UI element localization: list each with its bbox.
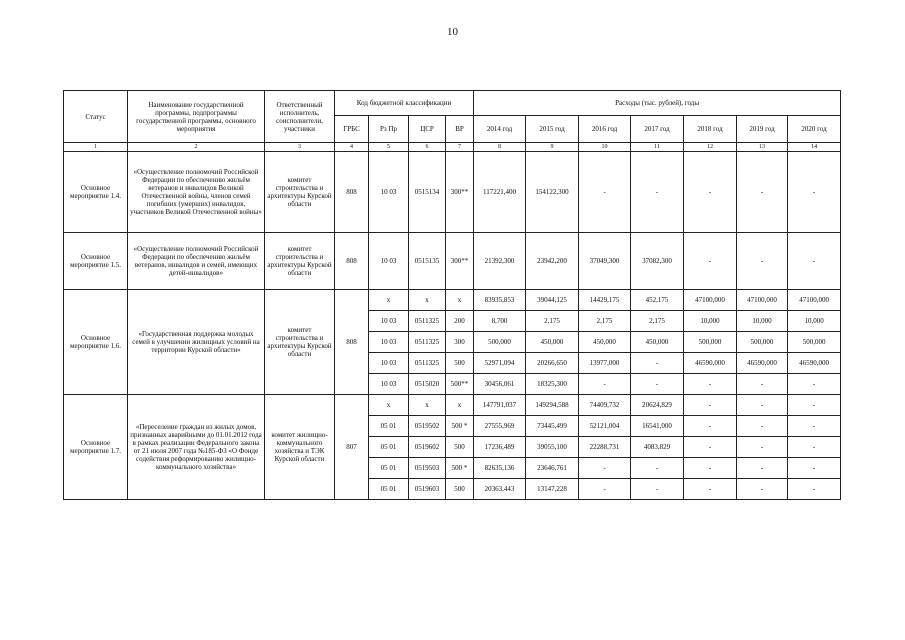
row-expense-value: 8,700: [474, 311, 526, 332]
row-rzpr: 10 03: [369, 233, 409, 290]
row-expense-value: 20266,650: [526, 353, 579, 374]
row-expense-value: -: [737, 416, 788, 437]
row-expense-value: 10,000: [684, 311, 737, 332]
row-expense-value: 74409,732: [579, 395, 631, 416]
col-number: 10: [579, 143, 631, 152]
col-number: 8: [474, 143, 526, 152]
col-number: 11: [631, 143, 684, 152]
row-csr: 0515135: [409, 233, 446, 290]
header-csr: ЦСР: [409, 116, 446, 143]
row-expense-value: 2,175: [579, 311, 631, 332]
header-year: 2017 год: [631, 116, 684, 143]
row-expense-value: -: [684, 416, 737, 437]
header-grbs: ГРБС: [335, 116, 369, 143]
row-expense-value: 17236,489: [474, 437, 526, 458]
row-vr: 500 *: [446, 416, 474, 437]
row-csr: 0519502: [409, 416, 446, 437]
row-expense-value: -: [788, 479, 841, 500]
row-expense-value: 27555,969: [474, 416, 526, 437]
row-expense-value: 52121,004: [579, 416, 631, 437]
row-expense-value: -: [737, 479, 788, 500]
row-expense-value: 16541,000: [631, 416, 684, 437]
row-expense-value: 52971,094: [474, 353, 526, 374]
header-rzpr: Рз Пр: [369, 116, 409, 143]
row-csr: 0511325: [409, 332, 446, 353]
header-name: Наименование государственной программы, подпрограммы государственной программы, основного мероприятия: [128, 91, 265, 143]
row-status: Основное мероприятие 1.5.: [64, 233, 128, 290]
header-year: 2016 год: [579, 116, 631, 143]
col-number: 1: [64, 143, 128, 152]
row-expense-value: 10,000: [788, 311, 841, 332]
row-expense-value: -: [579, 458, 631, 479]
row-expense-value: 23942,200: [526, 233, 579, 290]
row-status: Основное мероприятие 1.6.: [64, 290, 128, 395]
row-csr: 0511325: [409, 353, 446, 374]
row-csr: 0515134: [409, 152, 446, 233]
row-expense-value: -: [788, 374, 841, 395]
row-expense-value: -: [631, 458, 684, 479]
row-rzpr: 10 03: [369, 311, 409, 332]
row-expense-value: -: [684, 152, 737, 233]
row-rzpr: 05 01: [369, 458, 409, 479]
row-expense-value: 47100,000: [788, 290, 841, 311]
header-year: 2020 год: [788, 116, 841, 143]
header-status: Статус: [64, 91, 128, 143]
row-expense-value: 39044,125: [526, 290, 579, 311]
row-expense-value: 46590,000: [788, 353, 841, 374]
row-expense-value: 14429,175: [579, 290, 631, 311]
row-vr: 500 *: [446, 458, 474, 479]
row-rzpr: 10 03: [369, 332, 409, 353]
row-vr: 300**: [446, 233, 474, 290]
row-expense-value: 23646,761: [526, 458, 579, 479]
table-row: [64, 152, 841, 233]
row-rzpr: 10 03: [369, 374, 409, 395]
row-expense-value: -: [631, 479, 684, 500]
row-name: «Осуществление полномочий Российской Федерации по обеспечению жильём ветеранов и инвалидов Великой Отечественной войны, членов семей погибших (умерших) инвалидов, участников Великой Отечественной войны»: [128, 152, 265, 233]
row-vr: 300**: [446, 152, 474, 233]
row-csr: 0515020: [409, 374, 446, 395]
col-number: 3: [265, 143, 335, 152]
col-number: 14: [788, 143, 841, 152]
row-expense-value: -: [579, 152, 631, 233]
row-expense-value: -: [737, 437, 788, 458]
budget-table: [63, 90, 841, 500]
row-expense-value: -: [737, 374, 788, 395]
row-rzpr: 10 03: [369, 353, 409, 374]
row-expense-value: -: [788, 458, 841, 479]
col-number: 6: [409, 143, 446, 152]
row-csr: х: [409, 395, 446, 416]
row-expense-value: 452,175: [631, 290, 684, 311]
col-number: 4: [335, 143, 369, 152]
row-expense-value: 39055,100: [526, 437, 579, 458]
row-expense-value: -: [631, 152, 684, 233]
row-expense-value: 20363,443: [474, 479, 526, 500]
row-expense-value: 450,000: [631, 332, 684, 353]
row-responsible: комитет строительства и архитектуры Курской области: [265, 152, 335, 233]
row-expense-value: 450,000: [579, 332, 631, 353]
row-expense-value: 47100,000: [737, 290, 788, 311]
row-status: Основное мероприятие 1.7.: [64, 395, 128, 500]
row-grbs: 808: [335, 233, 369, 290]
row-expense-value: 82635,136: [474, 458, 526, 479]
row-expense-value: 154122,300: [526, 152, 579, 233]
row-expense-value: -: [579, 479, 631, 500]
row-expense-value: 2,175: [631, 311, 684, 332]
row-expense-value: 46590,000: [737, 353, 788, 374]
row-grbs: 808: [335, 152, 369, 233]
col-number: 13: [737, 143, 788, 152]
row-expense-value: 500,000: [474, 332, 526, 353]
row-csr: х: [409, 290, 446, 311]
row-vr: х: [446, 395, 474, 416]
header-year: 2019 год: [737, 116, 788, 143]
row-expense-value: 21392,300: [474, 233, 526, 290]
row-expense-value: 149294,588: [526, 395, 579, 416]
page-number: 10: [447, 26, 458, 38]
row-expense-value: -: [788, 152, 841, 233]
col-number: 2: [128, 143, 265, 152]
table-row: [64, 395, 841, 416]
row-expense-value: -: [737, 395, 788, 416]
header-year: 2018 год: [684, 116, 737, 143]
row-expense-value: -: [788, 233, 841, 290]
row-csr: 0519503: [409, 458, 446, 479]
col-number: 5: [369, 143, 409, 152]
row-expense-value: 13147,228: [526, 479, 579, 500]
row-expense-value: 10,000: [737, 311, 788, 332]
header-budget-code: Код бюджетной классификации: [335, 91, 474, 116]
row-expense-value: -: [737, 458, 788, 479]
row-expense-value: 47100,000: [684, 290, 737, 311]
row-name: «Переселение граждан из жилых домов, признанных аварийными до 01.01.2012 года в рамках реализации Федерального закона от 21 июля 2007 года №185-ФЗ «О Фонде содействия реформированию жилищно-коммунального хозяйства»: [128, 395, 265, 500]
row-rzpr: 05 01: [369, 479, 409, 500]
row-vr: 500**: [446, 374, 474, 395]
row-grbs: 808: [335, 290, 369, 395]
row-expense-value: -: [631, 353, 684, 374]
col-number: 7: [446, 143, 474, 152]
row-grbs: 807: [335, 395, 369, 500]
row-responsible: комитет жилищно-коммунального хозяйства и ТЭК Курской области: [265, 395, 335, 500]
row-expense-value: 500,000: [684, 332, 737, 353]
header-year: 2015 год: [526, 116, 579, 143]
table-row: [64, 233, 841, 290]
row-expense-value: 147791,037: [474, 395, 526, 416]
row-expense-value: -: [684, 233, 737, 290]
row-expense-value: -: [684, 395, 737, 416]
row-expense-value: -: [788, 437, 841, 458]
row-expense-value: -: [684, 437, 737, 458]
row-expense-value: 46590,000: [684, 353, 737, 374]
header-year: 2014 год: [474, 116, 526, 143]
col-number: 9: [526, 143, 579, 152]
row-responsible: комитет строительства и архитектуры Курской области: [265, 290, 335, 395]
row-csr: 0519603: [409, 479, 446, 500]
row-expense-value: -: [684, 479, 737, 500]
row-expense-value: -: [579, 374, 631, 395]
header-responsible: Ответственный исполнитель, соисполнители, участники: [265, 91, 335, 143]
row-csr: 0511325: [409, 311, 446, 332]
row-expense-value: 13977,000: [579, 353, 631, 374]
row-expense-value: -: [737, 233, 788, 290]
row-vr: 500: [446, 437, 474, 458]
row-expense-value: 20624,829: [631, 395, 684, 416]
row-vr: 300: [446, 332, 474, 353]
row-expense-value: 30456,061: [474, 374, 526, 395]
row-expense-value: 37082,300: [631, 233, 684, 290]
row-expense-value: -: [737, 152, 788, 233]
row-expense-value: -: [788, 395, 841, 416]
row-vr: 500: [446, 479, 474, 500]
col-number: 12: [684, 143, 737, 152]
row-vr: 500: [446, 353, 474, 374]
row-status: Основное мероприятие 1.4.: [64, 152, 128, 233]
row-expense-value: 2,175: [526, 311, 579, 332]
row-rzpr: 05 01: [369, 416, 409, 437]
row-expense-value: 450,000: [526, 332, 579, 353]
row-name: «Осуществление полномочий Российской Федерации по обеспечению жильём ветеранов, инвалидов и семей, имеющих детей-инвалидов»: [128, 233, 265, 290]
row-expense-value: 22288,731: [579, 437, 631, 458]
row-expense-value: 4083,829: [631, 437, 684, 458]
row-expense-value: -: [684, 374, 737, 395]
row-rzpr: х: [369, 395, 409, 416]
row-csr: 0519602: [409, 437, 446, 458]
row-rzpr: 10 03: [369, 152, 409, 233]
row-expense-value: -: [684, 458, 737, 479]
row-rzpr: 05 01: [369, 437, 409, 458]
row-expense-value: -: [631, 374, 684, 395]
row-expense-value: 73445,499: [526, 416, 579, 437]
row-expense-value: -: [788, 416, 841, 437]
row-responsible: комитет строительства и архитектуры Курской области: [265, 233, 335, 290]
row-expense-value: 500,000: [737, 332, 788, 353]
header-vr: ВР: [446, 116, 474, 143]
row-name: «Государственная поддержка молодых семей в улучшении жилищных условий на территории Курской области»: [128, 290, 265, 395]
row-vr: х: [446, 290, 474, 311]
row-expense-value: 37049,300: [579, 233, 631, 290]
row-expense-value: 117221,400: [474, 152, 526, 233]
table-row: [64, 290, 841, 311]
row-expense-value: 83935,853: [474, 290, 526, 311]
row-rzpr: х: [369, 290, 409, 311]
row-expense-value: 500,000: [788, 332, 841, 353]
row-expense-value: 18325,300: [526, 374, 579, 395]
header-expenses: Расходы (тыс. рублей), годы: [474, 91, 841, 116]
row-vr: 200: [446, 311, 474, 332]
